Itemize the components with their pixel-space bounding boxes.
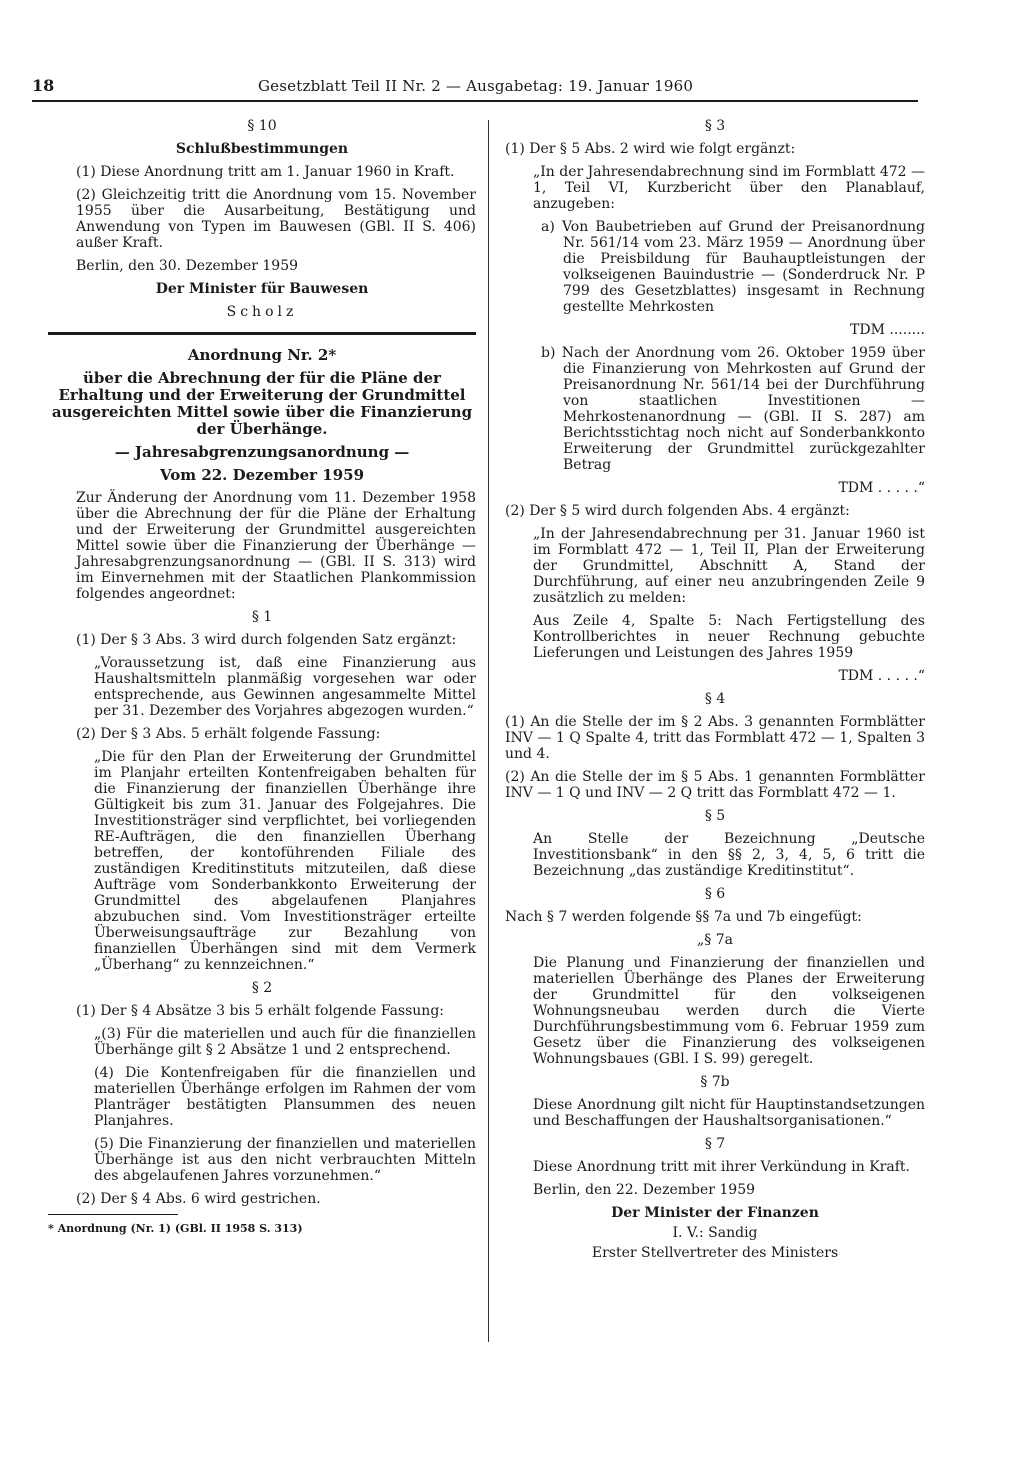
quoted-paragraph: „In der Jahresendabrechnung sind im Formblatt 472 — 1, Teil VI, Kurzbericht über den Planablauf, anzugeben: <box>533 164 925 212</box>
paragraph: (2) Der § 5 wird durch folgenden Abs. 4 ergänzt: <box>505 503 850 519</box>
list-item: b) Nach der Anordnung vom 26. Oktober 1959 über die Finanzierung von Mehrkosten auf Grund der Preisanordnung Nr. 561/14 bei der Durchführung von staatlichen Investitionen — Mehrkostenanordnung — (GBl. II S. 287) am Berichtsstichtag noch nicht auf Sonderbankkonto Erweiterung der Grundmittel zurückgezahlter Betrag <box>541 345 925 473</box>
place-date: Berlin, den 30. Dezember 1959 <box>76 258 299 274</box>
page-number: 18 <box>32 76 55 95</box>
quoted-paragraph: „Die für den Plan der Erweiterung der Grundmittel im Planjahr erteilten Kontenfreigaben behalten für die Finanzierung der finanziellen Überhänge ihre Gültigkeit bis zum 31. Januar des Folgejahres. Die Investitionsträger sind verpflichtet, bei vorliegenden RE-Aufträgen, die den finanziellen Überhang betreffen, der kontoführenden Filiale des zuständigen Kreditinstituts mitzuteilen, daß diese Aufträge vom Sonderbankkonto Erweiterung der Grundmittel des abgelaufenen Planjahres abzubuchen sind. Vom Investitionsträger erteilte Überweisungsaufträge zur Bezahlung von finanziellen Überhängen sind mit dem Vermerk „Überhang“ zu kennzeichnen.“ <box>94 749 476 973</box>
section-heading: § 3 <box>704 118 726 134</box>
section-heading: § 6 <box>704 886 726 902</box>
quoted-paragraph: „(3) Für die materiellen und auch für die finanziellen Überhänge gilt § 2 Absätze 1 und 2 entsprechend. <box>94 1026 476 1058</box>
order-short-title: — Jahresabgrenzungsanordnung — <box>114 443 410 461</box>
signer-title: Erster Stellvertreter des Ministers <box>591 1245 839 1261</box>
quoted-paragraph: Aus Zeile 4, Spalte 5: Nach Fertigstellung des Kontrollberichtes in neuer Rechnung gebuchte Lieferungen und Leistungen des Jahres 1959 <box>533 613 925 661</box>
tdm-value: TDM . . . . .“ <box>838 668 925 684</box>
section-heading: § 2 <box>251 980 273 996</box>
paragraph: Diese Anordnung tritt mit ihrer Verkündung in Kraft. <box>533 1159 910 1175</box>
paragraph: (1) Der § 4 Absätze 3 bis 5 erhält folgende Fassung: <box>76 1003 445 1019</box>
quoted-paragraph: „In der Jahresendabrechnung per 31. Januar 1960 ist im Formblatt 472 — 1, Teil II, Plan der Erweiterung der Grundmittel, Abschnitt A, Stand der Durchführung, auf einer neu anzubringenden Zeile 9 zusätzlich zu melden: <box>533 526 925 606</box>
order-title: Anordnung Nr. 2* <box>187 346 337 364</box>
page-header <box>32 78 918 102</box>
paragraph: (1) Der § 5 Abs. 2 wird wie folgt ergänzt: <box>505 141 796 157</box>
section-heading: § 1 <box>251 609 273 625</box>
place-date: Berlin, den 22. Dezember 1959 <box>533 1182 756 1198</box>
signer-role: Der Minister für Bauwesen <box>155 281 369 297</box>
signer-role: Der Minister der Finanzen <box>611 1205 819 1221</box>
paragraph: (2) Gleichzeitig tritt die Anordnung vom 15. November 1955 über die Ausarbeitung, Bestätigung und Anwendung von Typen im Bauwesen (GBl. II S. 406) außer Kraft. <box>76 187 476 251</box>
section-heading: § 10 <box>247 118 277 134</box>
order-date: Vom 22. Dezember 1959 <box>159 466 365 484</box>
quoted-paragraph: Diese Anordnung gilt nicht für Hauptinstandsetzungen und Beschaffungen der Haushaltsorganisationen.“ <box>533 1097 925 1129</box>
section-heading: „§ 7a <box>697 932 733 948</box>
quoted-paragraph: Die Planung und Finanzierung der finanziellen und materiellen Überhänge des Planes der Erweiterung der Grundmittel für den volkseigenen Wohnungsneubau werden durch die Vierte Durchführungsbestimmung vom 6. Februar 1959 zum Gesetz über die Finanzierung des volkseigenen Wohnungsbaues (GBl. I S. 99) geregelt. <box>533 955 925 1067</box>
section-heading: § 7 <box>704 1136 726 1152</box>
running-title: Gesetzblatt Teil II Nr. 2 — Ausgabetag: 19. Januar 1960 <box>258 77 694 95</box>
quoted-paragraph: (5) Die Finanzierung der finanziellen und materiellen Überhänge ist aus den nicht verbrauchten Mitteln des abgelaufenen Jahres vorzunehmen.“ <box>94 1136 476 1184</box>
intro-paragraph: Zur Änderung der Anordnung vom 11. Dezember 1958 über die Abrechnung der für die Pläne der Erhaltung und der Erweiterung der Grundmittel ausgereichten Mittel sowie über die Finanzierung der Überhänge — Jahresabgrenzungsanordnung — (GBl. II S. 313) wird im Einvernehmen mit der Staatlichen Plankommission folgendes angeordnet: <box>76 490 476 602</box>
footnote: * Anordnung (Nr. 1) (GBl. II 1958 S. 313) <box>48 1214 178 1237</box>
section-heading: § 7b <box>700 1074 730 1090</box>
paragraph: (1) An die Stelle der im § 2 Abs. 3 genannten Formblätter INV — 1 Q Spalte 4, tritt das Formblatt 472 — 1, Spalten 3 und 4. <box>505 714 925 762</box>
quoted-paragraph: (4) Die Kontenfreigaben für die finanziellen und materiellen Überhänge erfolgen im Rahmen der vom Planträger bestätigten Plansummen des neuen Planjahres. <box>94 1065 476 1129</box>
tdm-value: TDM ........ <box>850 322 925 338</box>
paragraph: (1) Diese Anordnung tritt am 1. Januar 1960 in Kraft. <box>76 164 455 180</box>
paragraph: (2) Der § 3 Abs. 5 erhält folgende Fassung: <box>76 726 381 742</box>
paragraph: An Stelle der Bezeichnung „Deutsche Investitionsbank“ in den §§ 2, 3, 4, 5, 6 tritt die Bezeichnung „das zuständige Kreditinstitut“. <box>533 831 925 879</box>
section-heading: § 4 <box>704 691 726 707</box>
paragraph: (2) Der § 4 Abs. 6 wird gestrichen. <box>76 1191 321 1207</box>
quoted-paragraph: „Voraussetzung ist, daß eine Finanzierung aus Haushaltsmitteln planmäßig vorgesehen war oder entsprechende, aus Gewinnen angesammelte Mittel per 31. Dezember des Vorjahres abgezogen wurden.“ <box>94 655 476 719</box>
signer-name: I. V.: Sandig <box>672 1225 758 1241</box>
paragraph: Nach § 7 werden folgende §§ 7a und 7b eingefügt: <box>505 909 862 925</box>
separator-rule <box>48 332 476 335</box>
paragraph: (1) Der § 3 Abs. 3 wird durch folgenden Satz ergänzt: <box>76 632 457 648</box>
order-subtitle: über die Abrechnung der für die Pläne der Erhaltung und der Erweiterung der Grundmittel ausgereichten Mittel sowie über die Finanzierung der Überhänge. <box>51 369 473 438</box>
tdm-value: TDM . . . . .“ <box>838 480 925 496</box>
section-title: Schlußbestimmungen <box>175 141 349 157</box>
column-divider <box>488 120 489 1342</box>
section-heading: § 5 <box>704 808 726 824</box>
list-item: a) Von Baubetrieben auf Grund der Preisanordnung Nr. 561/14 vom 23. März 1959 — Anordnung über die Preisbildung für Bauhauptleistungen der volkseigenen Bauindustrie — (Sonderdruck Nr. P 799 des Gesetzblattes) insgesamt in Rechnung gestellte Mehrkosten <box>541 219 925 315</box>
left-column <box>48 118 476 1237</box>
paragraph: (2) An die Stelle der im § 5 Abs. 1 genannten Formblätter INV — 1 Q und INV — 2 Q tritt das Formblatt 472 — 1. <box>505 769 925 801</box>
right-column <box>505 118 925 1265</box>
signer-name: Scholz <box>226 304 298 320</box>
